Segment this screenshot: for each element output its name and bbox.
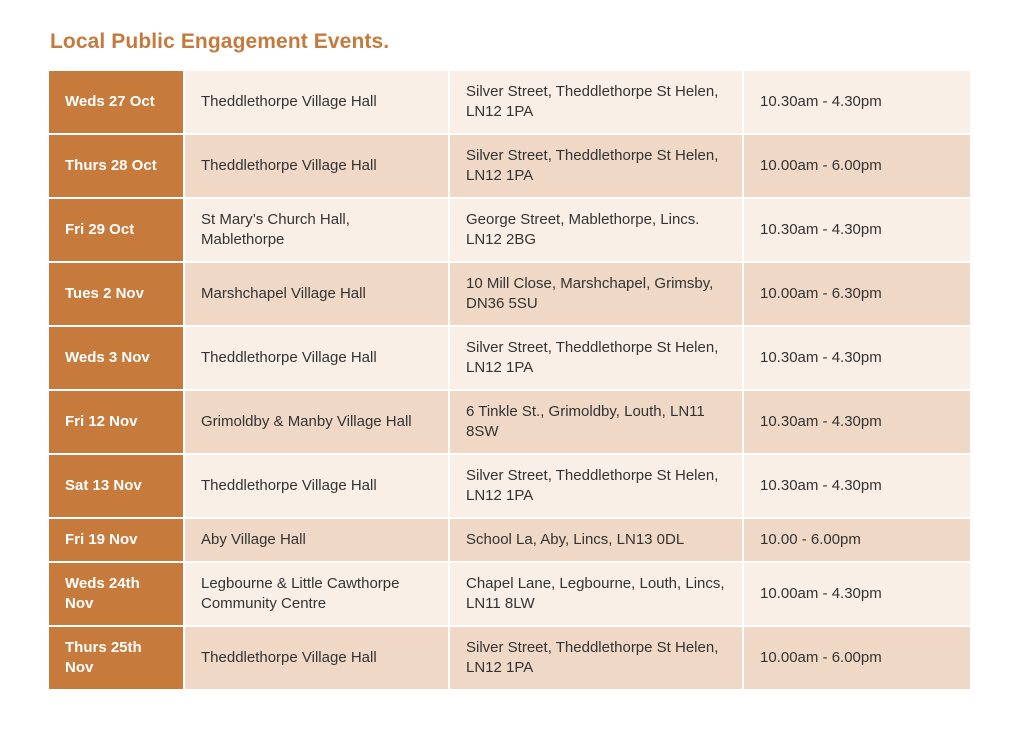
- event-date: Sat 13 Nov: [49, 455, 183, 517]
- event-date: Fri 12 Nov: [49, 391, 183, 453]
- event-date: Thurs 25th Nov: [49, 627, 183, 689]
- event-time: 10.30am - 4.30pm: [744, 391, 970, 453]
- event-address: Silver Street, Theddlethorpe St Helen, LN12 1PA: [450, 135, 742, 197]
- event-time: 10.30am - 4.30pm: [744, 455, 970, 517]
- event-time: 10.30am - 4.30pm: [744, 199, 970, 261]
- event-venue: Theddlethorpe Village Hall: [185, 327, 448, 389]
- events-table: [49, 71, 970, 689]
- event-time: 10.00 - 6.00pm: [744, 519, 970, 561]
- event-address: Silver Street, Theddlethorpe St Helen, LN12 1PA: [450, 627, 742, 689]
- event-venue: Theddlethorpe Village Hall: [185, 455, 448, 517]
- event-venue: Theddlethorpe Village Hall: [185, 71, 448, 133]
- event-time: 10.00am - 6.30pm: [744, 263, 970, 325]
- event-address: Chapel Lane, Legbourne, Louth, Lincs, LN11 8LW: [450, 563, 742, 625]
- event-date: Tues 2 Nov: [49, 263, 183, 325]
- event-venue: Theddlethorpe Village Hall: [185, 135, 448, 197]
- event-venue: Legbourne & Little Cawthorpe Community Centre: [185, 563, 448, 625]
- event-venue: Marshchapel Village Hall: [185, 263, 448, 325]
- event-address: Silver Street, Theddlethorpe St Helen, LN12 1PA: [450, 455, 742, 517]
- event-time: 10.00am - 6.00pm: [744, 135, 970, 197]
- event-date: Thurs 28 Oct: [49, 135, 183, 197]
- event-date: Fri 29 Oct: [49, 199, 183, 261]
- event-address: 10 Mill Close, Marshchapel, Grimsby, DN36 5SU: [450, 263, 742, 325]
- event-date: Weds 24th Nov: [49, 563, 183, 625]
- page-title: Local Public Engagement Events.: [50, 30, 390, 53]
- event-venue: Aby Village Hall: [185, 519, 448, 561]
- event-venue: Grimoldby & Manby Village Hall: [185, 391, 448, 453]
- event-address: Silver Street, Theddlethorpe St Helen, LN12 1PA: [450, 71, 742, 133]
- event-time: 10.00am - 6.00pm: [744, 627, 970, 689]
- event-time: 10.00am - 4.30pm: [744, 563, 970, 625]
- event-venue: St Mary’s Church Hall, Mablethorpe: [185, 199, 448, 261]
- event-date: Fri 19 Nov: [49, 519, 183, 561]
- event-address: School La, Aby, Lincs, LN13 0DL: [450, 519, 742, 561]
- event-time: 10.30am - 4.30pm: [744, 327, 970, 389]
- event-venue: Theddlethorpe Village Hall: [185, 627, 448, 689]
- event-address: Silver Street, Theddlethorpe St Helen, LN12 1PA: [450, 327, 742, 389]
- event-date: Weds 27 Oct: [49, 71, 183, 133]
- event-address: 6 Tinkle St., Grimoldby, Louth, LN11 8SW: [450, 391, 742, 453]
- event-time: 10.30am - 4.30pm: [744, 71, 970, 133]
- event-address: George Street, Mablethorpe, Lincs. LN12 2BG: [450, 199, 742, 261]
- event-date: Weds 3 Nov: [49, 327, 183, 389]
